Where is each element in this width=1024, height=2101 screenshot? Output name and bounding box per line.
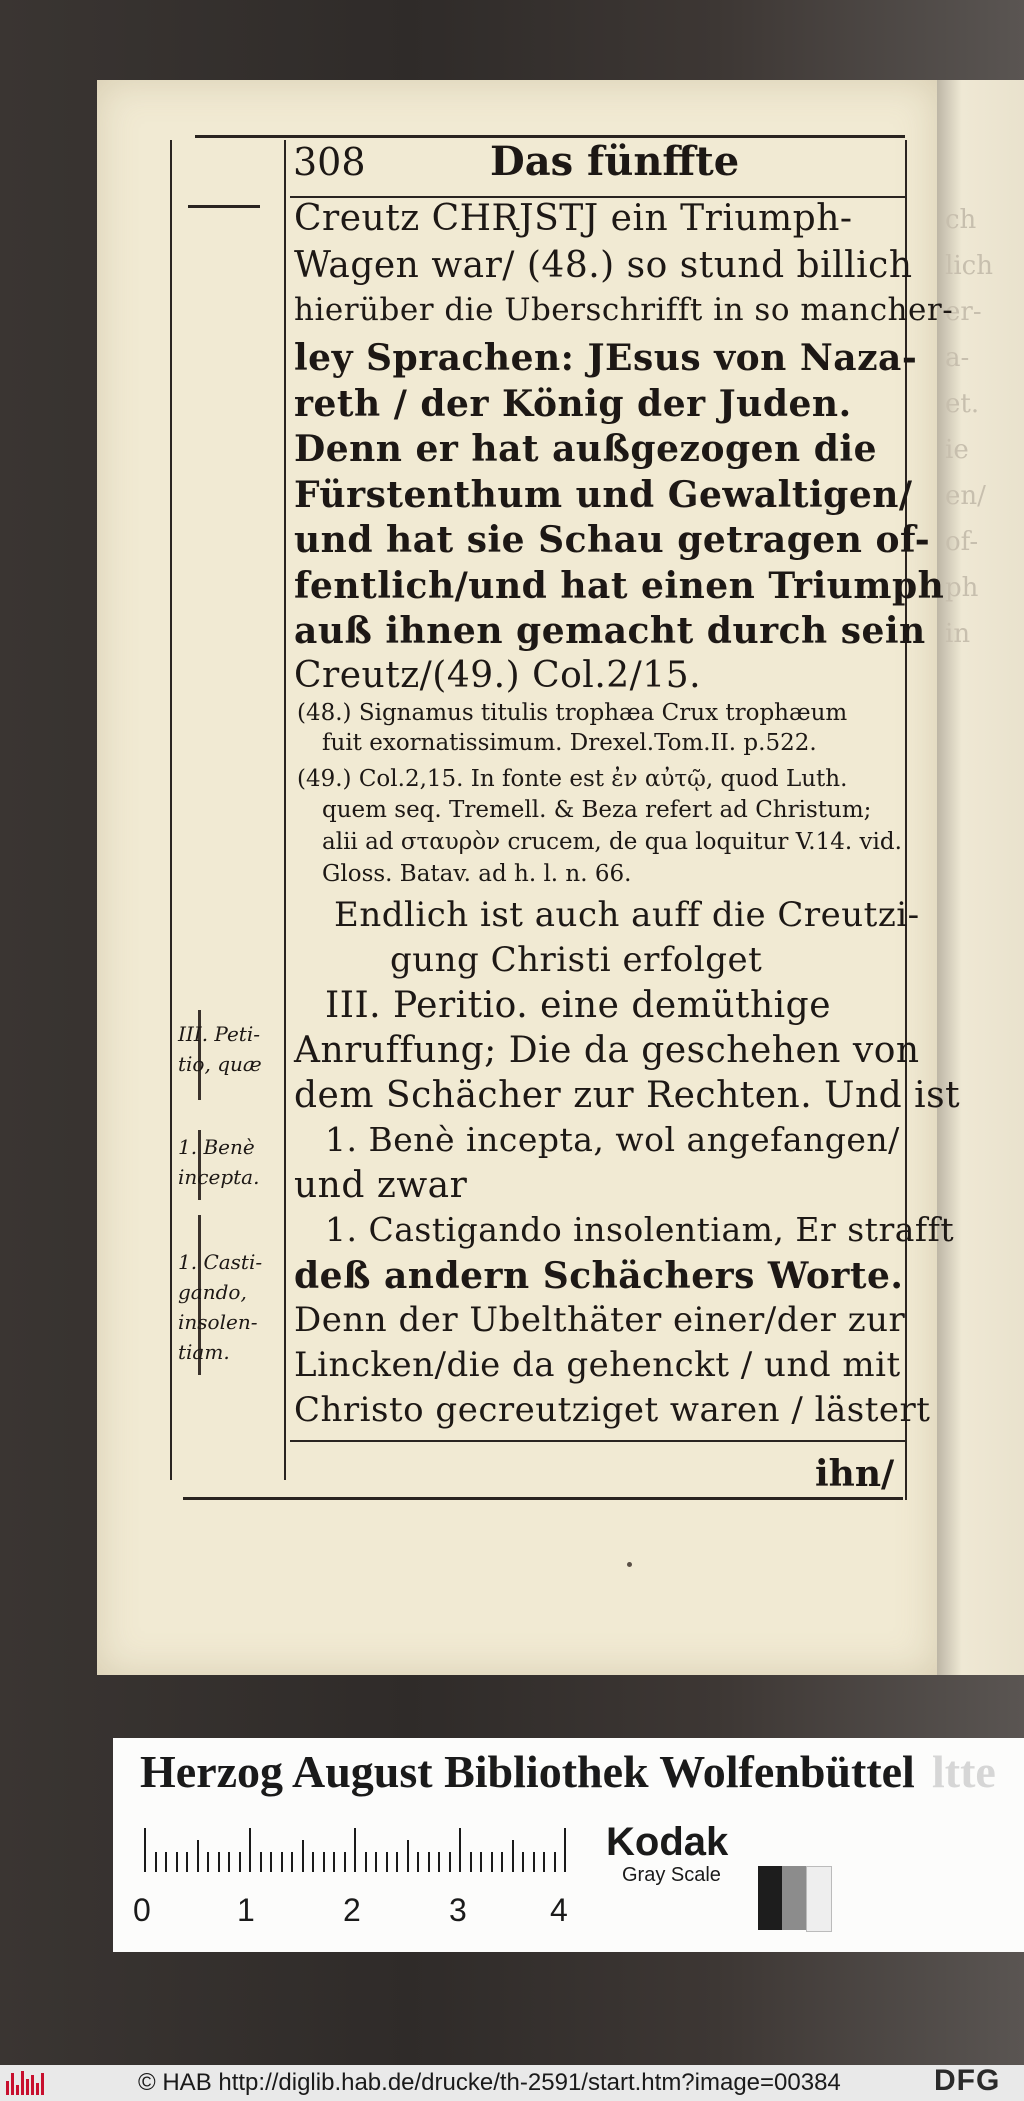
ruler-tick: [554, 1852, 556, 1872]
footnote-49: Gloss. Batav. ad h. l. n. 66.: [322, 861, 632, 887]
ruler-tick: [354, 1828, 356, 1872]
ruler-tick: [522, 1852, 524, 1872]
card-title-ghost: ltte: [932, 1746, 996, 1797]
ruler-tick: [218, 1852, 220, 1872]
ink-speck: [627, 1562, 632, 1567]
ruler-tick: [291, 1852, 293, 1872]
hab-logo-bar: [36, 2083, 39, 2095]
margin-dash: [188, 205, 260, 208]
body-line: und zwar: [294, 1165, 468, 1206]
source-link[interactable]: © HAB http://diglib.hab.de/drucke/th-2591/start.htm?image=00384: [138, 2069, 841, 2096]
ruler-tick: [407, 1840, 409, 1872]
body-line: Anruffung; Die da geschehen von: [294, 1030, 920, 1071]
body-line: Lincken/die da gehenckt / und mit: [294, 1345, 901, 1385]
ruler-tick: [281, 1852, 283, 1872]
facing-page-ghost-text: er-: [945, 297, 982, 327]
hab-logo-bar: [26, 2079, 29, 2095]
body-line: hierüber die Uberschrifft in so mancher-: [294, 292, 954, 328]
ruler-tick: [260, 1852, 262, 1872]
ruler-tick: [543, 1852, 545, 1872]
marginal-note: III. Peti-: [178, 1022, 261, 1046]
ruler-tick: [344, 1852, 346, 1872]
ruler-tick: [564, 1828, 566, 1872]
ruler-tick: [176, 1852, 178, 1872]
body-line: 1. Castigando insolentiam, Er strafft: [325, 1210, 955, 1249]
facing-page-ghost-text: a-: [945, 343, 970, 373]
facing-page-ghost-text: of-: [945, 527, 979, 557]
running-head: Das fünffte: [490, 138, 740, 185]
body-line: Denn der Ubelthäter einer/der zur: [294, 1300, 906, 1340]
facing-page-ghost-text: et.: [945, 389, 980, 419]
body-line: auß ihnen gemacht durch sein: [294, 610, 926, 652]
ruler-tick: [428, 1852, 430, 1872]
facing-page-ghost-text: en/: [945, 481, 986, 511]
ruler-tick: [449, 1852, 451, 1872]
ruler-tick: [417, 1852, 419, 1872]
left-frame-rule: [170, 140, 172, 1480]
bottom-rule: [183, 1497, 903, 1500]
hab-logo-bar: [21, 2071, 24, 2095]
ruler-tick: [501, 1852, 503, 1872]
ruler-tick: [270, 1852, 272, 1872]
body-line: fentlich/und hat einen Triumph: [294, 565, 945, 607]
ruler-label: 1: [237, 1892, 255, 1928]
section-heading: Endlich ist auch auff die Creutzi-: [334, 895, 920, 935]
marginal-note: 1. Benè: [178, 1135, 255, 1159]
gray-swatch-mid: [782, 1866, 806, 1930]
ruler-tick: [365, 1852, 367, 1872]
ruler-tick: [302, 1840, 304, 1872]
body-line: Wagen war/ (48.) so stund billich: [294, 245, 913, 286]
scale-ruler: [140, 1828, 568, 1872]
dfg-logo: DFG: [934, 2064, 1001, 2097]
body-line: III. Peritio. eine demüthige: [325, 985, 832, 1026]
ruler-tick: [144, 1828, 146, 1872]
ruler-tick: [438, 1852, 440, 1872]
ruler-label: 2: [343, 1892, 361, 1928]
catchword: ihn/: [815, 1453, 895, 1495]
marginal-note: insolen-: [178, 1310, 258, 1334]
body-line: und hat sie Schau getragen of-: [294, 519, 931, 561]
facing-page-ghost-text: in: [945, 619, 971, 649]
gray-swatch-dark: [758, 1866, 782, 1930]
gray-swatch-light: [806, 1866, 832, 1932]
ruler-tick: [239, 1852, 241, 1872]
ruler-tick: [228, 1852, 230, 1872]
ruler-tick: [375, 1852, 377, 1872]
ruler-tick: [155, 1852, 157, 1872]
section-heading: gung Christi erfolget: [390, 940, 763, 980]
hab-logo-icon: [6, 2071, 46, 2095]
footnote-48: fuit exornatissimum. Drexel.Tom.II. p.522.: [322, 730, 817, 756]
ruler-tick: [533, 1852, 535, 1872]
body-line: ley Sprachen: JEsus von Naza-: [294, 337, 918, 379]
footnote-49: (49.) Col.2,15. In fonte est ἐν αὐτῷ, quod Luth.: [297, 766, 848, 792]
body-line: Creutz/(49.) Col.2/15.: [294, 655, 702, 696]
text-bottom-rule: [290, 1440, 905, 1442]
marginal-note: tio, quæ: [178, 1052, 262, 1076]
ruler-label: 3: [449, 1892, 467, 1928]
marginal-note: 1. Casti-: [178, 1250, 263, 1274]
gray-scale-label: Gray Scale: [622, 1864, 721, 1886]
facing-page-ghost-text: lich: [945, 251, 993, 281]
body-line: Creutz CHRJSTJ ein Triumph-: [294, 198, 853, 239]
hab-logo-bar: [11, 2073, 14, 2095]
ruler-tick: [459, 1828, 461, 1872]
ruler-tick: [480, 1852, 482, 1872]
ruler-tick: [312, 1852, 314, 1872]
ruler-tick: [470, 1852, 472, 1872]
body-line: reth / der König der Juden.: [294, 383, 852, 425]
hab-logo-bar: [31, 2075, 34, 2095]
ruler-tick: [186, 1852, 188, 1872]
body-line: Denn er hat außgezogen die: [294, 428, 877, 470]
footnote-49: quem seq. Tremell. & Beza refert ad Christum;: [322, 797, 872, 823]
ruler-tick: [512, 1840, 514, 1872]
ruler-tick: [396, 1852, 398, 1872]
hab-logo-bar: [41, 2073, 44, 2095]
page-number: 308: [293, 140, 366, 184]
ruler-tick: [207, 1852, 209, 1872]
ruler-tick: [323, 1852, 325, 1872]
body-line: dem Schächer zur Rechten. Und ist: [294, 1075, 961, 1116]
hab-logo-bar: [16, 2085, 19, 2095]
ruler-tick: [491, 1852, 493, 1872]
marginal-note: tiam.: [178, 1340, 230, 1364]
ruler-tick: [249, 1828, 251, 1872]
ruler-label: 0: [133, 1892, 151, 1928]
ruler-tick: [197, 1840, 199, 1872]
ruler-tick: [333, 1852, 335, 1872]
facing-page-ghost-text: ch: [945, 205, 977, 235]
ruler-label: 4: [550, 1892, 568, 1928]
marginal-note: gando,: [178, 1280, 247, 1304]
hab-logo-bar: [6, 2081, 9, 2095]
ruler-tick: [165, 1852, 167, 1872]
footnote-48: (48.) Signamus titulis trophæa Crux trophæum: [297, 700, 848, 726]
body-line: 1. Benè incepta, wol angefangen/: [325, 1120, 900, 1159]
kodak-logo: Kodak: [606, 1820, 729, 1864]
card-title: Herzog August Bibliothek Wolfenbüttel: [140, 1746, 915, 1797]
ruler-tick: [386, 1852, 388, 1872]
facing-page-ghost-text: ie: [945, 435, 969, 465]
body-line: deß andern Schächers Worte.: [294, 1255, 904, 1297]
body-line: Fürstenthum und Gewaltigen/: [294, 474, 913, 516]
facing-page-ghost-text: ph: [945, 573, 979, 603]
footnote-49: alii ad σταυρὸν crucem, de qua loquitur V.14. vid.: [322, 829, 902, 855]
marginal-note: incepta.: [178, 1165, 260, 1189]
margin-rule: [284, 140, 286, 1480]
body-line: Christo gecreutziget waren / lästert: [294, 1390, 931, 1430]
